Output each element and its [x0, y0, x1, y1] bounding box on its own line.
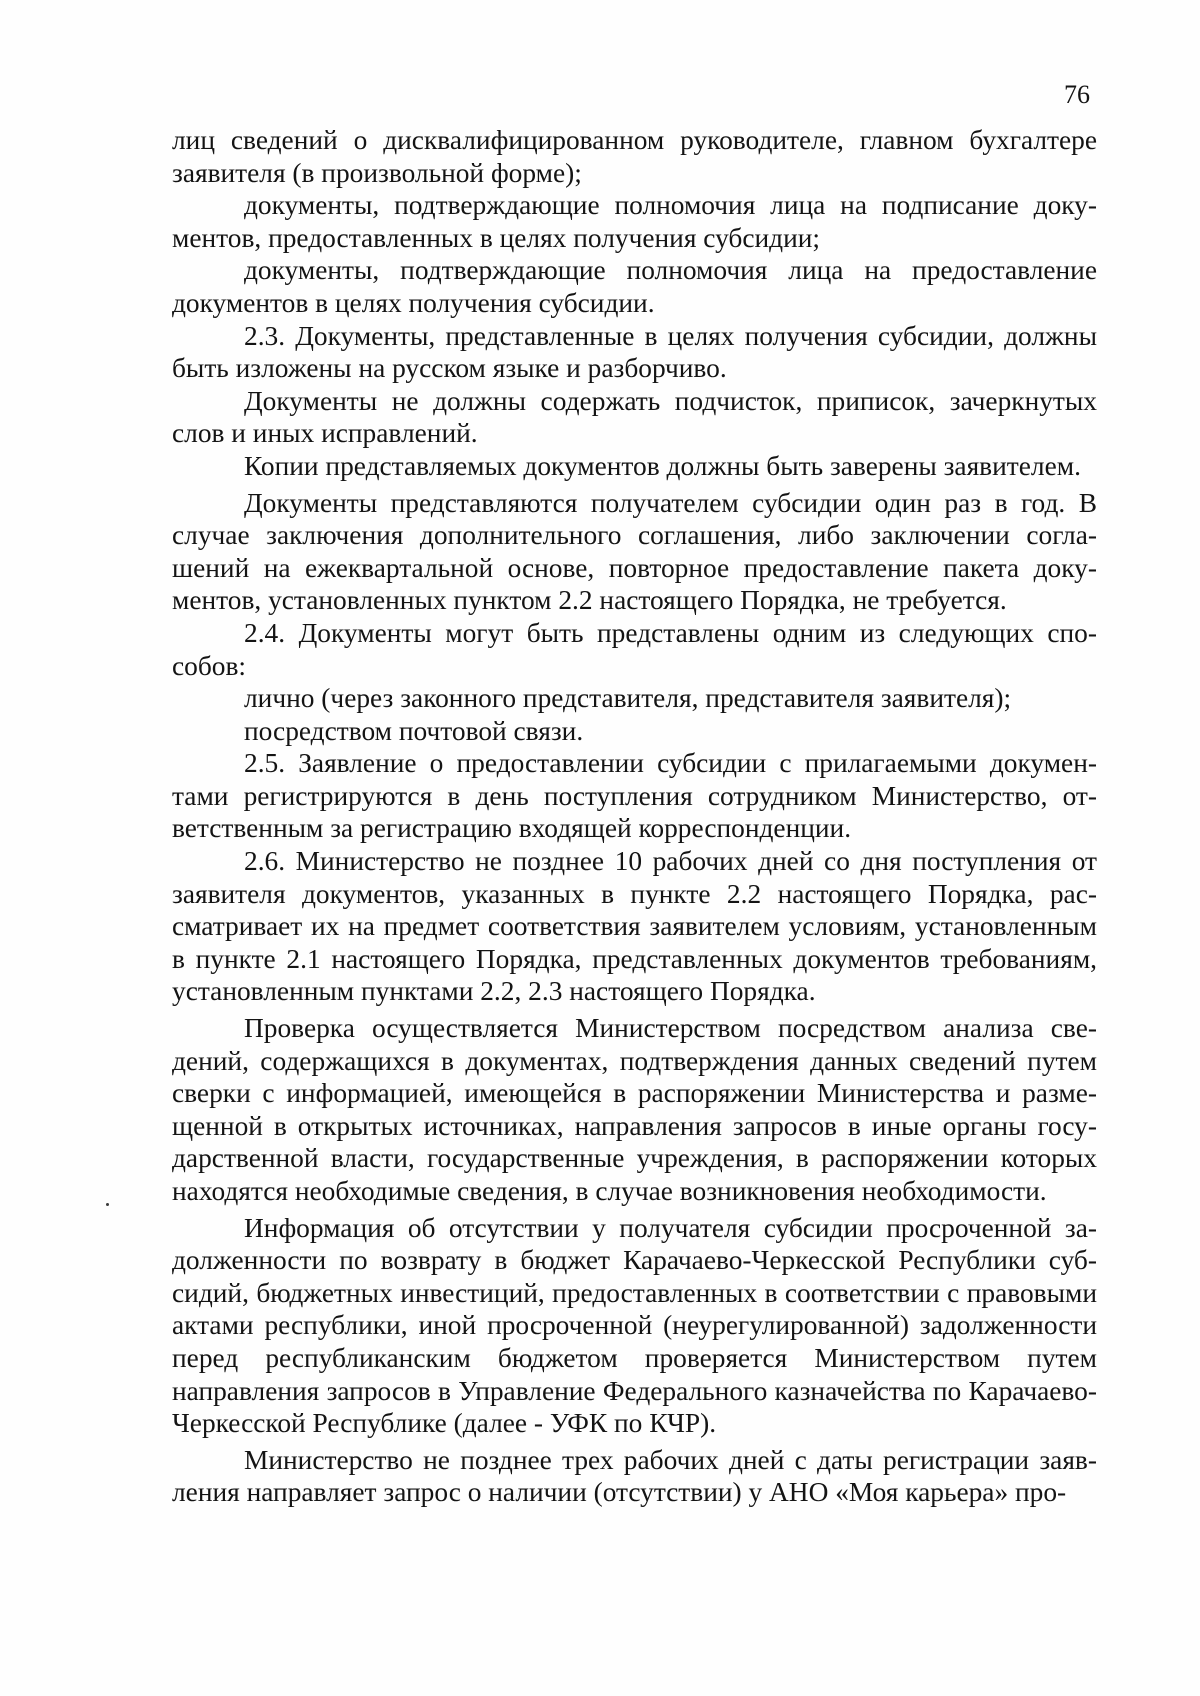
paragraph: 2.4. Документы могут быть представлены одним из следующих способов:	[172, 617, 1097, 681]
paragraph: Документы представляются получателем субсидии один раз в год. В случае заключения дополнительного соглашения, либо заключении соглашений на ежеквартальной основе, повторное предоставление пакета документов, установленных пунктом 2.2 настоящего Порядка, не требуется.	[172, 487, 1097, 616]
paragraph: лично (через законного представителя, представителя заявителя);	[244, 683, 1012, 714]
paragraph: Документы не должны содержать подчисток, приписок, зачеркнутых слов и иных исправлений.	[172, 385, 1097, 449]
paragraph: 2.3. Документы, представленные в целях получения субсидии, должны быть изложены на русском языке и разборчиво.	[172, 320, 1097, 384]
paragraph: документы, подтверждающие полномочия лица на предоставление документов в целях получения субсидии.	[172, 255, 1097, 318]
paragraph: Министерство не позднее трех рабочих дней с даты регистрации заявления направляет запрос о наличии (отсутствии) у АНО «Моя карьера» про-	[172, 1444, 1097, 1508]
paragraph: 2.6. Министерство не позднее 10 рабочих дней со дня поступления от заявителя документов, указанных в пункте 2.2 настоящего Порядка, рассматривает их на предмет соответствия заявителем условиям, установленным в пункте 2.1 настоящего Порядка, представленных документов требованиям, установленным пунктами 2.2, 2.3 настоящего Порядка.	[172, 846, 1097, 1007]
paragraph: Информация об отсутствии у получателя субсидии просроченной задолженности по возврату в бюджет Карачаево-Черкесской Республики субсидий, бюджетных инвестиций, предоставленных в соответствии с правовыми актами республики, иной просроченной (неурегулированной) задолженности перед республиканским бюджетом проверяется Министерством путем направления запросов в Управление Федерального казначейства по Карачаево-Черкесской Республике (далее - УФК по КЧР).	[172, 1212, 1097, 1439]
page-number: 76	[1064, 80, 1090, 109]
paragraph: Копии представляемых документов должны быть заверены заявителем.	[244, 450, 1081, 481]
paragraph: лиц сведений о дисквалифицированном руководителе, главном бухгалтере заявителя (в произвольной форме);	[172, 125, 1097, 188]
paragraph: 2.5. Заявление о предоставлении субсидии с прилагаемыми документами регистрируются в день поступления сотрудником Министерство, ответственным за регистрацию входящей корреспонденции.	[172, 748, 1097, 844]
paragraph: посредством почтовой связи.	[244, 715, 584, 746]
document-body	[172, 124, 1097, 1509]
paragraph: документы, подтверждающие полномочия лица на подписание документов, предоставленных в целях получения субсидии;	[172, 190, 1097, 253]
scan-speck	[106, 1203, 109, 1206]
paragraph: Проверка осуществляется Министерством посредством анализа сведений, содержащихся в документах, подтверждения данных сведений путем сверки с информацией, имеющейся в распоряжении Министерства и размещенной в открытых источниках, направления запросов в иные органы государственной власти, государственные учреждения, в распоряжении которых находятся необходимые сведения, в случае возникновения необходимости.	[172, 1013, 1097, 1206]
